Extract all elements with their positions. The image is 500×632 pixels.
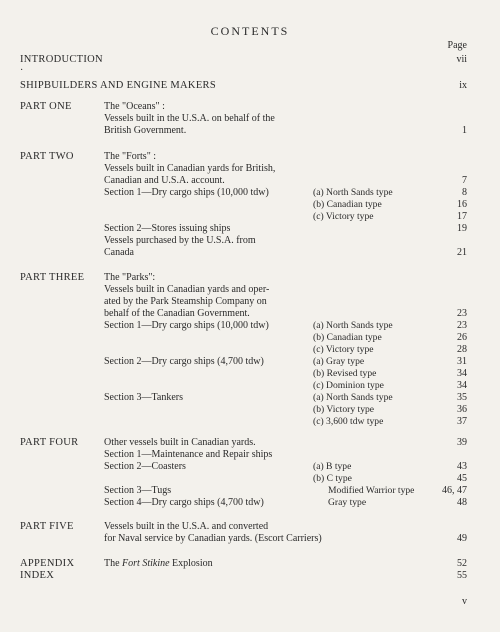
introduction-page: vii	[456, 54, 467, 65]
type-entry: (b) Canadian type	[313, 199, 382, 210]
type-page: 16	[457, 199, 467, 210]
type-page: 34	[457, 368, 467, 379]
purchased-line: Vessels purchased by the U.S.A. from	[104, 235, 256, 246]
appendix-page: 52	[457, 558, 467, 569]
type-page: 46, 47	[442, 485, 467, 496]
shipbuilders-page: ix	[459, 80, 467, 91]
part-three-page: 23	[457, 308, 467, 319]
index-label: INDEX	[20, 570, 55, 581]
part-two-section-2: Section 2—Stores issuing ships	[104, 223, 231, 234]
part-two-page: 7	[462, 175, 467, 186]
index-page: 55	[457, 570, 467, 581]
type-page: 23	[457, 320, 467, 331]
purchased-page: 21	[457, 247, 467, 258]
introduction-label: INTRODUCTION	[20, 54, 103, 65]
type-page: 48	[457, 497, 467, 508]
part-three-line: Vessels built in Canadian yards and oper-	[104, 284, 270, 295]
part-four-section-3: Section 3—Tugs	[104, 485, 172, 496]
part-one-label: PART ONE	[20, 101, 72, 112]
part-three-section-1: Section 1—Dry cargo ships (10,000 tdw)	[104, 320, 269, 331]
part-three-section-3: Section 3—Tankers	[104, 392, 184, 403]
part-four-section-4: Section 4—Dry cargo ships (4,700 tdw)	[104, 497, 264, 508]
appendix-title-prefix: The	[104, 558, 123, 569]
type-page: 34	[457, 380, 467, 391]
section-2-page: 19	[457, 223, 467, 234]
type-entry: (a) North Sands type	[313, 187, 393, 198]
appendix-title-suffix: Explosion	[169, 558, 213, 569]
type-entry: (b) C type	[313, 473, 352, 484]
type-entry: Gray type	[328, 497, 367, 508]
type-entry: (a) B type	[313, 461, 352, 472]
part-five-label: PART FIVE	[20, 521, 74, 532]
footer-page-number: v	[462, 596, 467, 607]
type-page: 45	[457, 473, 467, 484]
part-five-line: for Naval service by Canadian yards. (Escort Carriers)	[104, 533, 322, 544]
part-one-line: British Government.	[104, 125, 187, 136]
purchased-line: Canada	[104, 247, 134, 258]
part-two-section-1: Section 1—Dry cargo ships (10,000 tdw)	[104, 187, 269, 198]
type-page: 31	[457, 356, 467, 367]
part-three-line: ated by the Park Steamship Company on	[104, 296, 267, 307]
type-page: 26	[457, 332, 467, 343]
appendix-label: APPENDIX	[20, 558, 75, 569]
type-entry: (a) North Sands type	[313, 320, 393, 331]
shipbuilders-label: SHIPBUILDERS AND ENGINE MAKERS	[20, 80, 216, 91]
appendix-title-ship: Fort Stikine	[122, 558, 170, 569]
part-four-section-1: Section 1—Maintenance and Repair ships	[104, 449, 273, 460]
part-two-line: Vessels built in Canadian yards for British,	[104, 163, 276, 174]
part-three-section-2: Section 2—Dry cargo ships (4,700 tdw)	[104, 356, 264, 367]
margin-mark: ·	[20, 65, 24, 76]
type-page: 35	[457, 392, 467, 403]
part-five-line: Vessels built in the U.S.A. and converted	[104, 521, 269, 532]
type-page: 28	[457, 344, 467, 355]
appendix-title	[104, 558, 213, 570]
type-entry: (c) Dominion type	[313, 380, 384, 391]
part-four-section-2: Section 2—Coasters	[104, 461, 186, 472]
page-column-header: Page	[447, 40, 467, 51]
type-page: 8	[462, 187, 467, 198]
part-five-page: 49	[457, 533, 467, 544]
part-four-line: Other vessels built in Canadian yards.	[104, 437, 256, 448]
type-entry: (c) 3,600 tdw type	[313, 416, 384, 427]
part-three-line: behalf of the Canadian Government.	[104, 308, 250, 319]
part-two-line: Canadian and U.S.A. account.	[104, 175, 225, 186]
part-three-label: PART THREE	[20, 272, 85, 283]
part-one-line: Vessels built in the U.S.A. on behalf of the	[104, 113, 275, 124]
type-page: 17	[457, 211, 467, 222]
type-page: 37	[457, 416, 467, 427]
type-entry: (a) Gray type	[313, 356, 365, 367]
type-entry: (b) Victory type	[313, 404, 375, 415]
type-page: 43	[457, 461, 467, 472]
part-one-page: 1	[462, 125, 467, 136]
type-entry: (c) Victory type	[313, 344, 374, 355]
part-three-line: The "Parks":	[104, 272, 156, 283]
page-title: CONTENTS	[210, 24, 290, 38]
type-entry: (b) Revised type	[313, 368, 377, 379]
type-entry: Modified Warrior type	[328, 485, 415, 496]
type-entry: (c) Victory type	[313, 211, 374, 222]
part-two-line: The "Forts" :	[104, 151, 157, 162]
part-four-label: PART FOUR	[20, 437, 79, 448]
type-page: 36	[457, 404, 467, 415]
part-four-page: 39	[457, 437, 467, 448]
type-entry: (a) North Sands type	[313, 392, 393, 403]
type-entry: (b) Canadian type	[313, 332, 382, 343]
part-two-label: PART TWO	[20, 151, 74, 162]
part-one-line: The "Oceans" :	[104, 101, 165, 112]
